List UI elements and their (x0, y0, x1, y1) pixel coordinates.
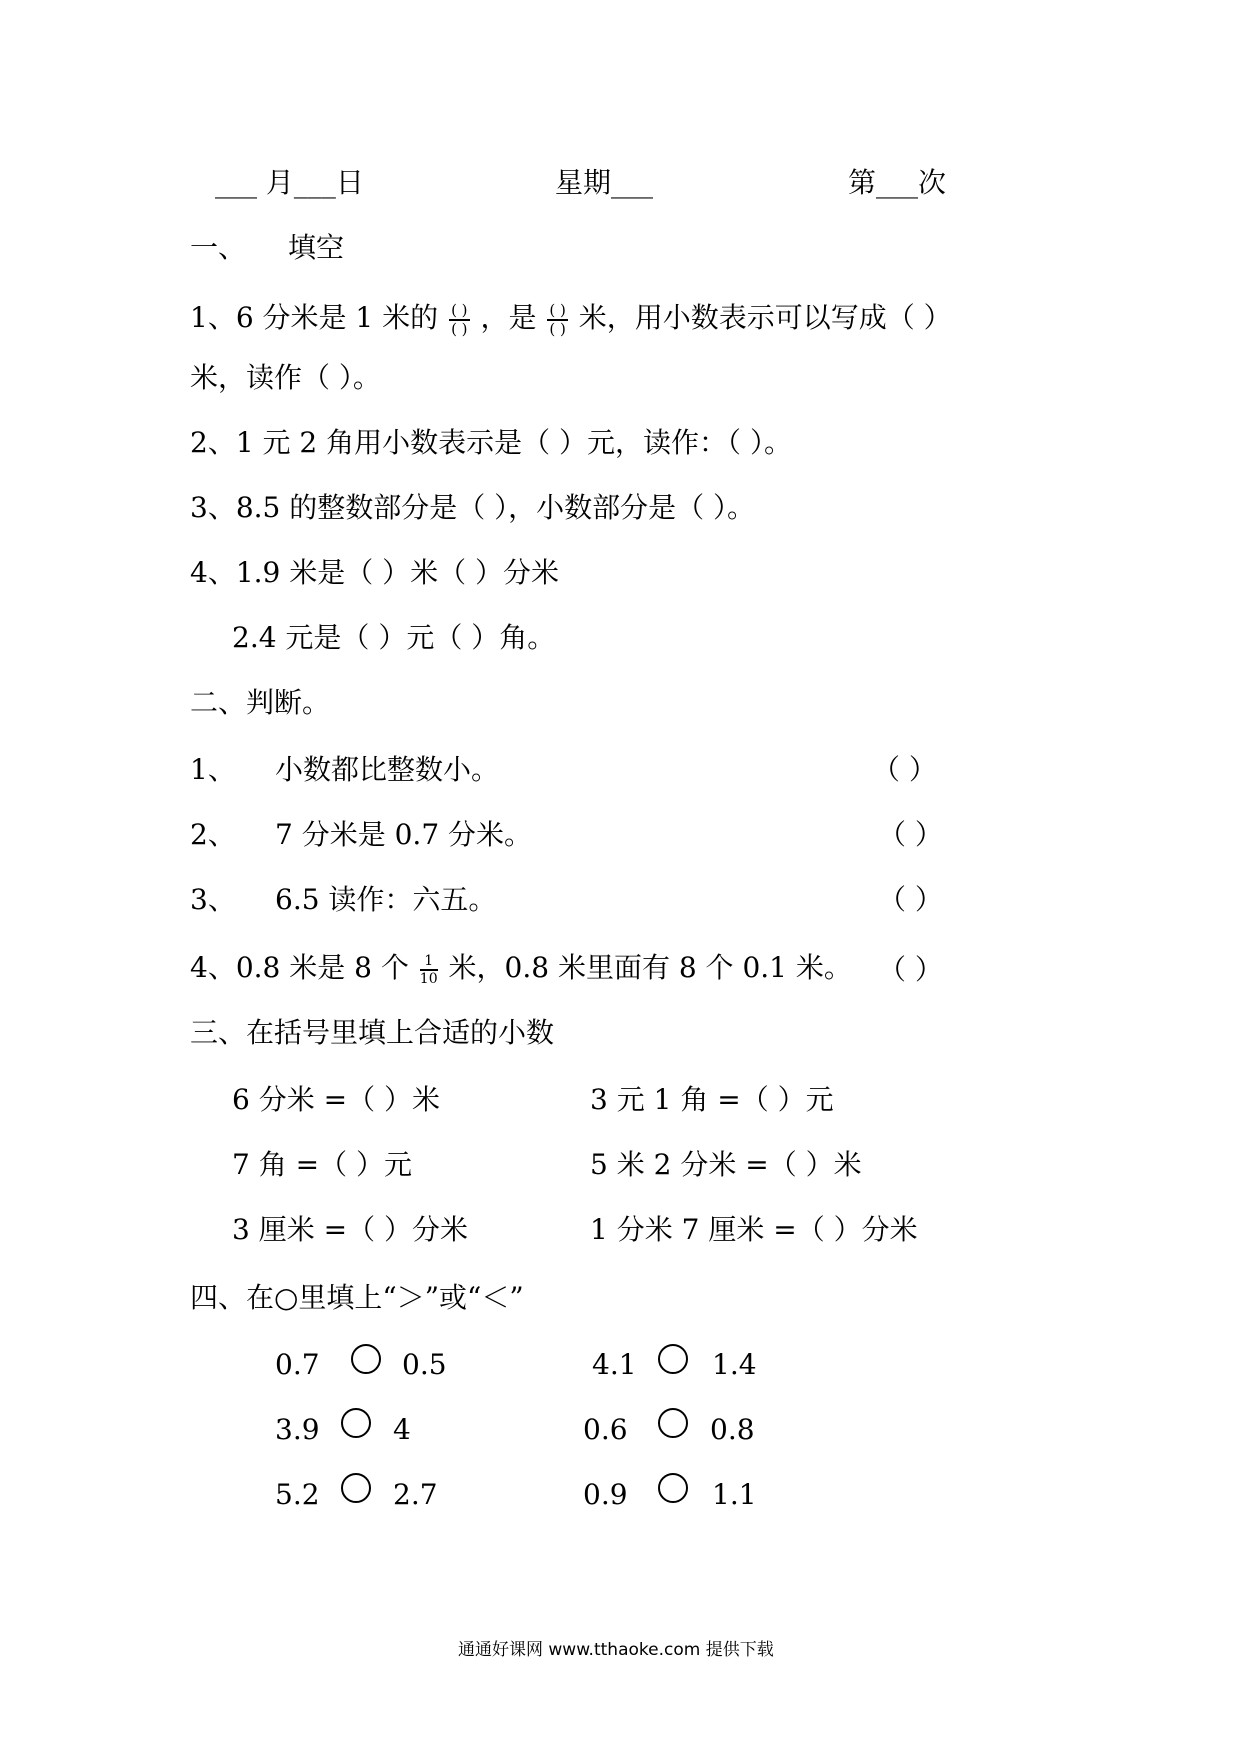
compare-row-1-b: 0.5 (402, 1348, 447, 1381)
judge-item-1-text: 小数都比整数小。 (275, 753, 500, 786)
judge-item-3-bracket: （ ） (878, 883, 943, 916)
blank-fraction-2 (547, 300, 567, 338)
judge-item-4-part-b: 米，0.8 米里面有 8 个 0.1 米。 (448, 951, 852, 984)
footer-credit: 通通好课网 www.tthaoke.com 提供下载 (458, 1640, 774, 1660)
question-2: 2、1 元 2 角用小数表示是（ ）元，读作：（ ）。 (190, 426, 792, 459)
compare-circle[interactable] (351, 1344, 381, 1374)
section2-title: 二、判断。 (190, 686, 331, 719)
question-1-line-2: 米，读作（ ）。 (190, 361, 381, 394)
session-field: 第___次 (848, 166, 947, 199)
compare-row-2-c: 0.6 (583, 1413, 628, 1446)
judge-item-4-part-a: 4、0.8 米是 8 个 (190, 951, 409, 984)
date-field: ___ 月___日 (215, 166, 364, 199)
compare-row-3-b: 2.7 (393, 1478, 438, 1511)
q1-part-b: ，是 (480, 301, 537, 334)
section1-title (190, 230, 344, 266)
fraction-one-tenth (420, 954, 438, 986)
question-1-line-1 (190, 300, 952, 337)
fraction-numerator: ( ) (549, 300, 566, 319)
question-4-line-1: 4、1.9 米是（ ）米（ ）分米 (190, 556, 560, 589)
fraction-denominator: ( ) (549, 319, 566, 338)
judge-item-3-number: 3、 (190, 883, 236, 916)
section3-title: 三、在括号里填上合适的小数 (190, 1016, 555, 1049)
compare-row-2-a: 3.9 (275, 1413, 320, 1446)
fraction-denominator: 10 (419, 970, 438, 987)
convert-row-2-left: 7 角 =（ ）元 (232, 1148, 412, 1181)
convert-row-1-left: 6 分米 =（ ）米 (232, 1083, 440, 1116)
q1-part-a: 1、6 分米是 1 米的 (190, 301, 439, 334)
compare-circle[interactable] (341, 1473, 371, 1503)
convert-row-1-right: 3 元 1 角 =（ ）元 (590, 1083, 834, 1116)
blank-fraction-1 (449, 300, 469, 338)
judge-item-2-bracket: （ ） (878, 818, 943, 851)
compare-row-3-d: 1.1 (712, 1478, 757, 1511)
judge-item-1-bracket: （ ） (872, 753, 937, 786)
fraction-numerator: ( ) (451, 300, 468, 319)
compare-row-3-c: 0.9 (583, 1478, 628, 1511)
fraction-numerator: 1 (420, 954, 438, 971)
compare-circle[interactable] (658, 1473, 688, 1503)
judge-item-4 (190, 950, 852, 986)
section1-title-text: 填空 (288, 231, 345, 264)
convert-row-2-right: 5 米 2 分米 =（ ）米 (590, 1148, 862, 1181)
judge-item-1-number: 1、 (190, 753, 236, 786)
section1-number: 一、 (190, 231, 247, 264)
fraction-denominator: ( ) (451, 319, 468, 338)
section4-title: 四、在○里填上“＞”或“＜” (190, 1281, 524, 1314)
compare-row-1-d: 1.4 (712, 1348, 757, 1381)
compare-row-3-a: 5.2 (275, 1478, 320, 1511)
question-4-line-2: 2.4 元是（ ）元（ ）角。 (232, 621, 556, 654)
compare-row-1-a: 0.7 (275, 1348, 320, 1381)
question-3: 3、8.5 的整数部分是（ ），小数部分是（ ）。 (190, 491, 756, 524)
convert-row-3-right: 1 分米 7 厘米 =（ ）分米 (590, 1213, 918, 1246)
compare-circle[interactable] (658, 1408, 688, 1438)
compare-circle[interactable] (658, 1344, 688, 1374)
judge-item-2-number: 2、 (190, 818, 236, 851)
compare-row-2-b: 4 (393, 1413, 411, 1446)
compare-circle[interactable] (341, 1408, 371, 1438)
convert-row-3-left: 3 厘米 =（ ）分米 (232, 1213, 468, 1246)
judge-item-4-bracket: （ ） (878, 953, 943, 986)
compare-row-2-d: 0.8 (710, 1413, 755, 1446)
judge-item-3-text: 6.5 读作：六五。 (275, 883, 497, 916)
q1-part-c: 米，用小数表示可以写成（ ） (578, 301, 952, 334)
weekday-field: 星期___ (555, 166, 654, 199)
compare-row-1-c: 4.1 (592, 1348, 637, 1381)
judge-item-2-text: 7 分米是 0.7 分米。 (275, 818, 533, 851)
